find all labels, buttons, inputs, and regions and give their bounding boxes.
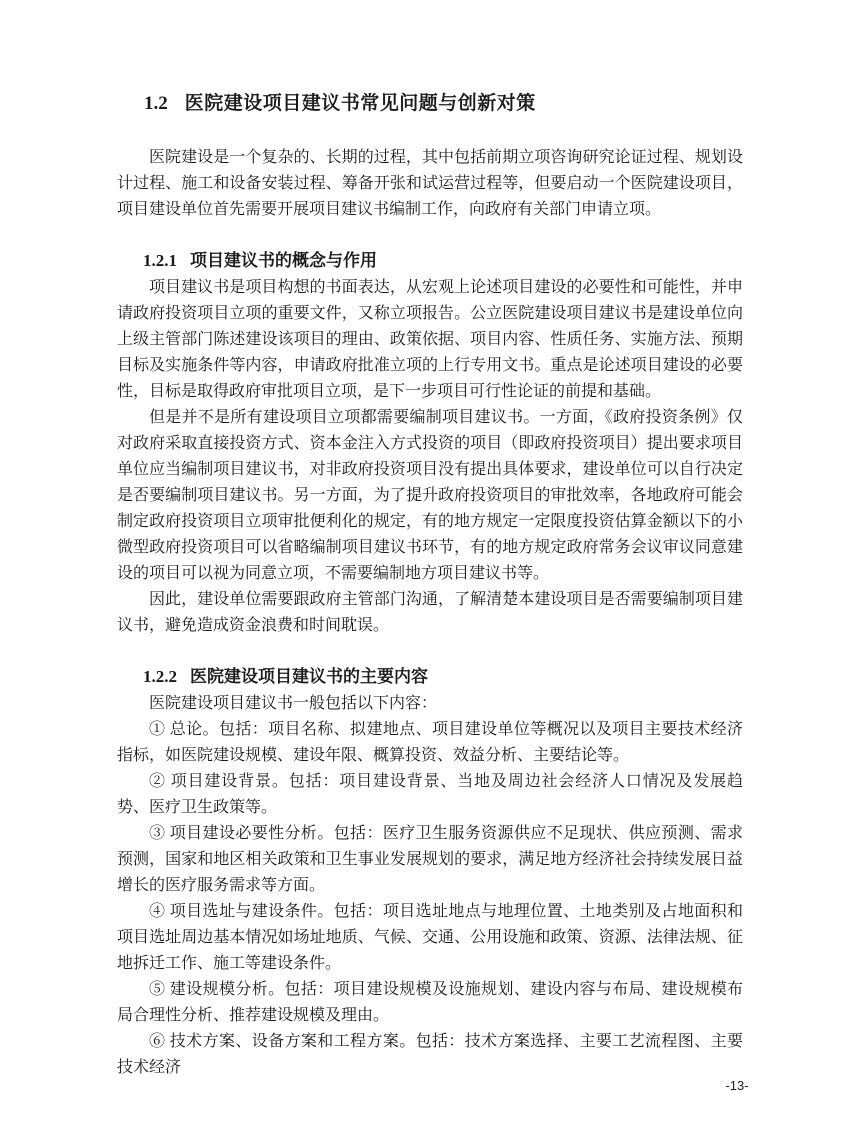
list-item-5: ⑤ 建设规模分析。包括：项目建设规模及设施规划、建设内容与布局、建设规模布局合理性分析、推荐建设规模及理由。 (117, 981, 743, 1024)
section-title-text: 医院建设项目建议书常见问题与创新对策 (184, 93, 536, 114)
list-item-6: ⑥ 技术方案、设备方案和工程方案。包括：技术方案选择、主要工艺流程图、主要技术经济 (117, 1033, 743, 1076)
subsection-heading-122 (143, 664, 743, 690)
list-item-1: ① 总论。包括：项目名称、拟建地点、项目建设单位等概况以及项目主要技术经济指标，如医院建设规模、建设年限、概算投资、效益分析、主要结论等。 (117, 721, 743, 764)
subsection-number: 1.2.1 (143, 251, 177, 270)
list-item-3: ③ 项目建设必要性分析。包括：医疗卫生服务资源供应不足现状、供应预测、需求预测，国家和地区相关政策和卫生事业发展规划的要求，满足地方经济社会持续发展日益增长的医疗服务需求等方面。 (117, 825, 743, 894)
subsection-title-text: 项目建议书的概念与作用 (190, 251, 377, 270)
subsection-number: 1.2.2 (143, 667, 177, 686)
page-content (117, 90, 743, 1081)
paragraph: 因此，建设单位需要跟政府主管部门沟通，了解清楚本建设项目是否需要编制项目建议书，避免造成资金浪费和时间耽误。 (117, 591, 743, 634)
section-title (144, 90, 743, 118)
page-number: -13- (725, 1078, 749, 1093)
intro-paragraph: 医院建设是一个复杂的、长期的过程，其中包括前期立项咨询研究论证过程、规划设计过程、施工和设备安装过程、筹备开张和试运营过程等，但要启动一个医院建设项目，项目建设单位首先需要开展项目建议书编制工作，向政府有关部门申请立项。 (117, 149, 743, 218)
subsection-heading-121 (143, 248, 743, 274)
list-item-2: ② 项目建设背景。包括：项目建设背景、当地及周边社会经济人口情况及发展趋势、医疗卫生政策等。 (117, 773, 743, 816)
paragraph: 项目建议书是项目构想的书面表达，从宏观上论述项目建设的必要性和可能性，并申请政府投资项目立项的重要文件，又称立项报告。公立医院建设项目建议书是建设单位向上级主管部门陈述建设该项目的理由、政策依据、项目内容、性质任务、实施方法、预期目标及实施条件等内容，申请政府批准立项的上行专用文书。重点是论述项目建设的必要性，目标是取得政府审批项目立项，是下一步项目可行性论证的前提和基础。 (117, 279, 743, 400)
lead-paragraph: 医院建设项目建议书一般包括以下内容： (149, 695, 438, 712)
list-item-4: ④ 项目选址与建设条件。包括：项目选址地点与地理位置、土地类别及占地面积和项目选址周边基本情况如场址地质、气候、交通、公用设施和政策、资源、法律法规、征地拆迁工作、施工等建设条件。 (117, 903, 743, 972)
section-number: 1.2 (144, 93, 168, 114)
paragraph: 但是并不是所有建设项目立项都需要编制项目建议书。一方面，《政府投资条例》仅对政府采取直接投资方式、资本金注入方式投资的项目（即政府投资项目）提出要求项目单位应当编制项目建议书，对非政府投资项目没有提出具体要求，建设单位可以自行决定是否要编制项目建议书。另一方面，为了提升政府投资项目的审批效率，各地政府可能会制定政府投资项目立项审批便利化的规定，有的地方规定一定限度投资估算金额以下的小微型政府投资项目可以省略编制项目建议书环节，有的地方规定政府常务会议审议同意建设的项目可以视为同意立项，不需要编制地方项目建议书等。 (117, 409, 743, 582)
subsection-title-text: 医院建设项目建议书的主要内容 (190, 667, 428, 686)
